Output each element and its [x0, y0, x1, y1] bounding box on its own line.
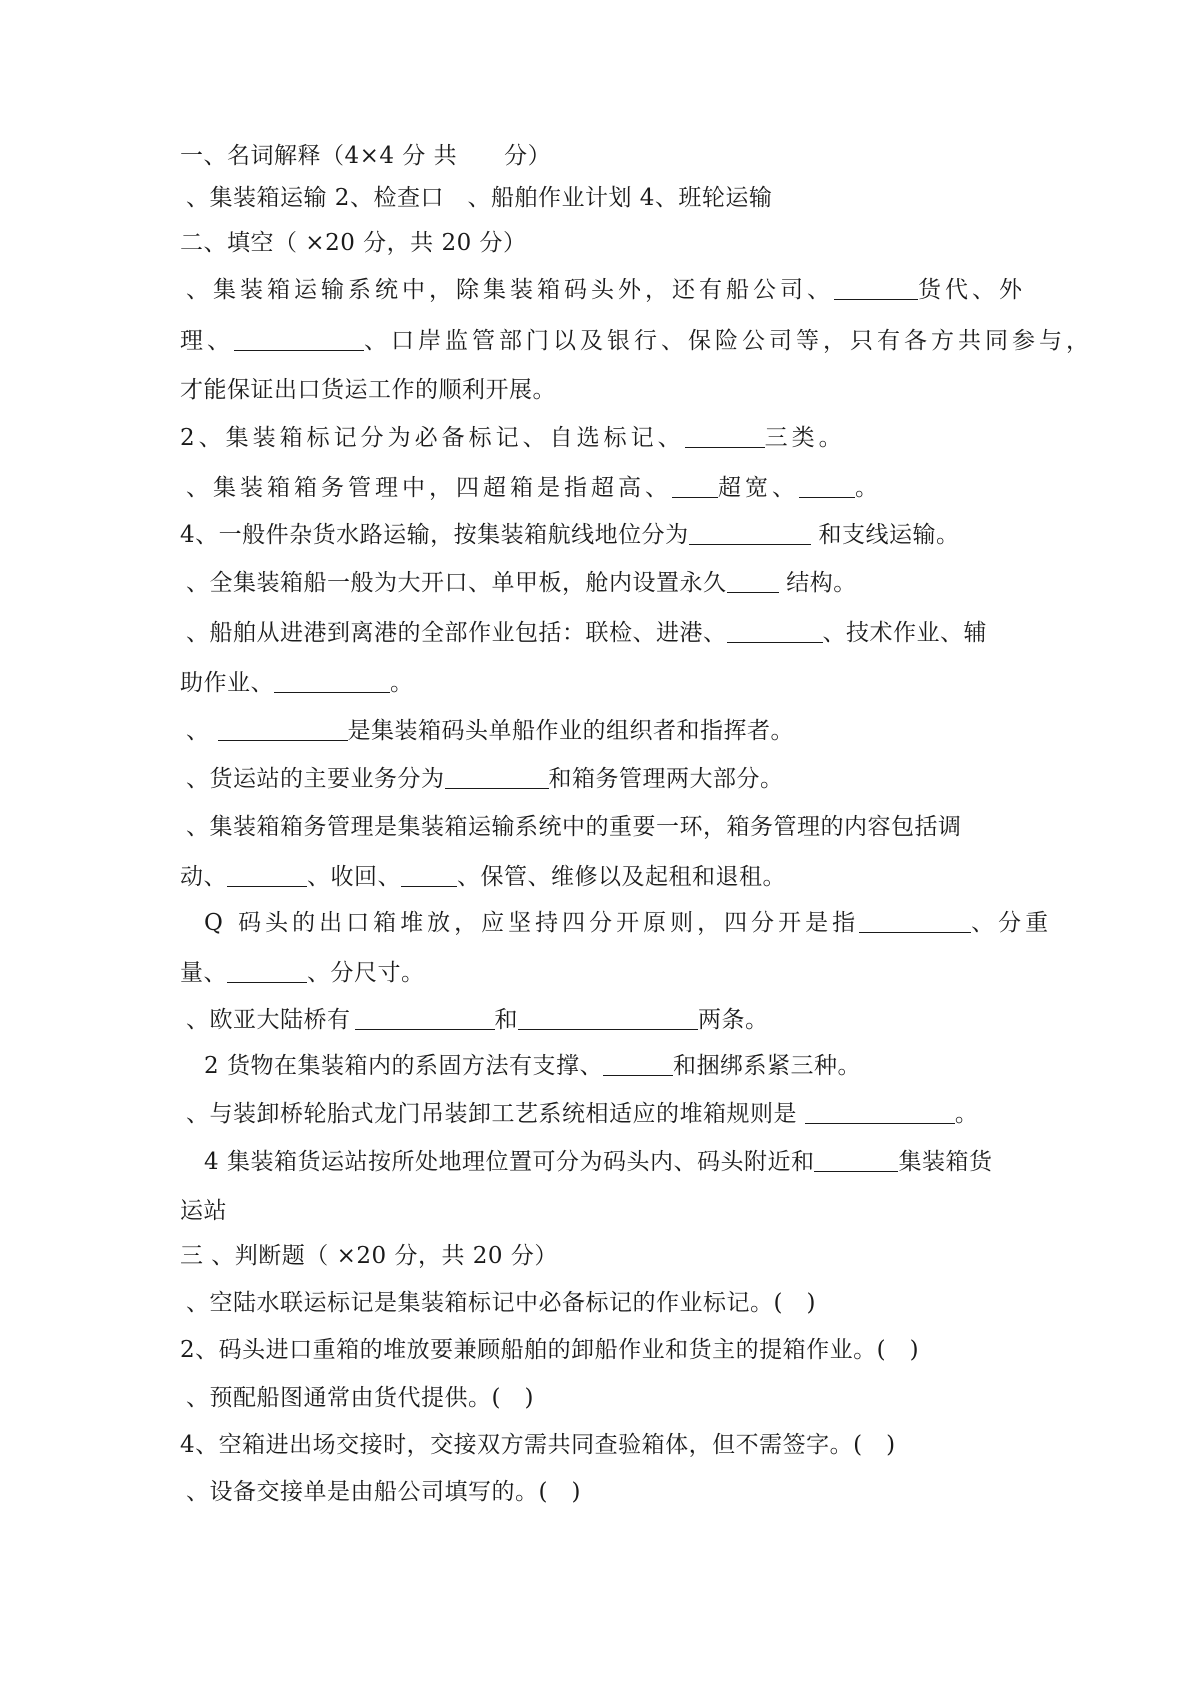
fill-question-10-cont: 量、 、分尺寸。 — [180, 960, 425, 986]
fill-question-10: Q 码头的出口箱堆放，应坚持四分开原则，四分开是指 、分重 — [204, 910, 1053, 936]
answer-blank[interactable] — [603, 1053, 673, 1076]
fill-question-1-end: 才能保证出口货运工作的顺利开展。 — [180, 377, 556, 403]
judge-question-3: 、预配船图通常由货代提供。( ) — [186, 1385, 534, 1411]
judge-question-1: 、空陆水联运标记是集装箱标记中必备标记的作业标记。( ) — [186, 1290, 816, 1316]
fill-question-9: 、集装箱箱务管理是集装箱运输系统中的重要一环，箱务管理的内容包括调 — [186, 814, 962, 840]
answer-blank[interactable] — [685, 425, 765, 448]
answer-blank[interactable] — [401, 864, 457, 887]
fill-question-1-cont: 理、 、口岸监管部门以及银行、保险公司等，只有各方共同参与， — [180, 328, 1093, 354]
fill-question-13: 、与装卸桥轮胎式龙门吊装卸工艺系统相适应的堆箱规则是 。 — [186, 1101, 979, 1127]
judge-question-2: 2、码头进口重箱的堆放要兼顾船舶的卸船作业和货主的提箱作业。( ) — [180, 1337, 920, 1363]
answer-blank[interactable] — [218, 718, 348, 741]
fill-question-4: 4、一般件杂货水路运输，按集装箱航线地位分为 和支线运输。 — [180, 522, 960, 548]
answer-blank[interactable] — [355, 1007, 495, 1030]
fill-question-8: 、货运站的主要业务分为 和箱务管理两大部分。 — [186, 766, 784, 792]
answer-blank[interactable] — [834, 277, 918, 300]
answer-blank[interactable] — [274, 670, 390, 693]
fill-question-3: 、集装箱箱务管理中，四超箱是指超高、 超宽、 。 — [186, 475, 882, 501]
section-2-heading: 二、填空（ ×20 分，共 20 分） — [180, 230, 527, 256]
answer-blank[interactable] — [445, 766, 549, 789]
answer-blank[interactable] — [727, 620, 823, 643]
fill-question-14-cont: 运站 — [180, 1198, 227, 1224]
answer-blank[interactable] — [727, 570, 779, 593]
answer-blank[interactable] — [814, 1149, 898, 1172]
section-1-heading: 一、名词解释（4×4 分 共 分） — [180, 143, 552, 169]
fill-question-2: 2、集装箱标记分为必备标记、自选标记、 三类。 — [180, 425, 846, 451]
fill-question-5: 、全集装箱船一般为大开口、单甲板，舱内设置永久 结构。 — [186, 570, 857, 596]
judge-question-5: 、设备交接单是由船公司填写的。( ) — [186, 1479, 581, 1505]
answer-blank[interactable] — [799, 475, 855, 498]
answer-blank[interactable] — [859, 910, 971, 933]
answer-blank[interactable] — [234, 328, 364, 351]
fill-question-11: 、欧亚大陆桥有 和 两条。 — [186, 1007, 769, 1033]
answer-blank[interactable] — [227, 960, 307, 983]
answer-blank[interactable] — [805, 1101, 955, 1124]
answer-blank[interactable] — [689, 522, 811, 545]
answer-blank[interactable] — [227, 864, 307, 887]
fill-question-9-cont: 动、 、收回、 、保管、维修以及起租和退租。 — [180, 864, 786, 890]
section-3-heading: 三 、判断题（ ×20 分，共 20 分） — [180, 1243, 558, 1269]
fill-question-6: 、船舶从进港到离港的全部作业包括：联检、进港、 、技术作业、辅 — [186, 620, 987, 646]
section-1-terms: 、集装箱运输 2、检查口 、船舶作业计划 4、班轮运输 — [186, 185, 773, 211]
fill-question-12: 2 货物在集装箱内的系固方法有支撑、 和捆绑系紧三种。 — [204, 1053, 861, 1079]
fill-question-14: 4 集装箱货运站按所处地理位置可分为码头内、码头附近和 集装箱货 — [204, 1149, 993, 1175]
answer-blank[interactable] — [518, 1007, 698, 1030]
fill-question-6-cont: 助作业、 。 — [180, 670, 414, 696]
judge-question-4: 4、空箱进出场交接时，交接双方需共同查验箱体，但不需签字。( ) — [180, 1432, 896, 1458]
answer-blank[interactable] — [672, 475, 718, 498]
fill-question-1: 、集装箱运输系统中，除集装箱码头外，还有船公司、 货代、外 — [186, 277, 1026, 303]
fill-question-7: 、 是集装箱码头单船作业的组织者和指挥者。 — [186, 718, 794, 744]
